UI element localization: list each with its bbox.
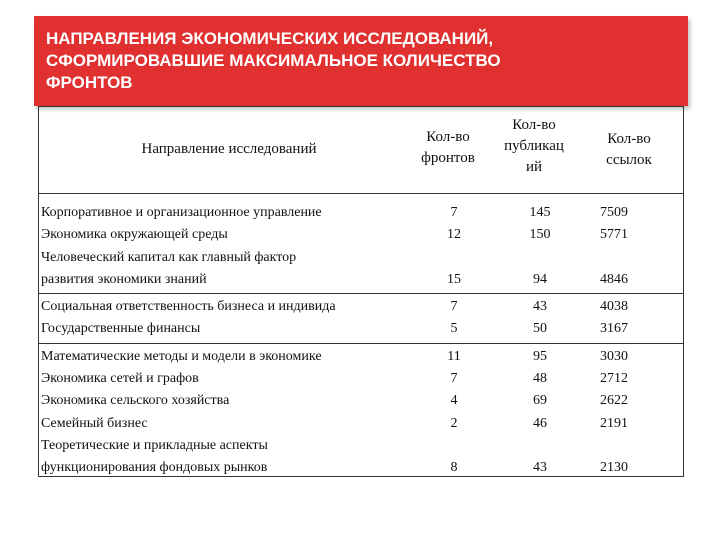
table-cell-fronts: 11 <box>447 349 461 364</box>
header-divider <box>39 193 683 194</box>
table-cell-publications: 145 <box>529 205 551 220</box>
table-row-name: Семейный бизнес <box>41 416 148 431</box>
table-row-name: Теоретические и прикладные аспекты <box>41 438 268 453</box>
page-title <box>46 28 666 94</box>
header-fronts <box>403 127 493 169</box>
header-citations <box>589 129 669 171</box>
table-cell-citations: 4846 <box>600 272 628 287</box>
table-cell-publications: 150 <box>529 227 551 242</box>
table-cell-citations: 2622 <box>600 393 628 408</box>
table-cell-fronts: 4 <box>450 393 458 408</box>
table-row-name: Экономика сельского хозяйства <box>41 393 230 408</box>
table-row-name: Человеческий капитал как главный фактор <box>41 250 297 265</box>
table-cell-citations: 2191 <box>600 416 628 431</box>
table-cell-publications: 43 <box>533 460 547 475</box>
table-cell-fronts: 5 <box>450 321 458 336</box>
header-fronts-line-2: фронтов <box>421 150 475 166</box>
table-cell-publications: 69 <box>533 393 547 408</box>
table-row-name: Корпоративное и организационное управление <box>41 205 322 220</box>
table-cell-fronts: 2 <box>450 416 458 431</box>
header-direction <box>99 139 359 160</box>
header-publications <box>485 115 583 178</box>
table-cell-fronts: 7 <box>450 299 458 314</box>
table-row-name: Математические методы и модели в экономике <box>41 349 322 364</box>
table-cell-citations: 5771 <box>600 227 628 242</box>
group-divider <box>39 343 683 344</box>
table-cell-publications: 50 <box>533 321 547 336</box>
table-cell-citations: 4038 <box>600 299 628 314</box>
table-cell-citations: 7509 <box>600 205 628 220</box>
header-fronts-line-1: Кол-во <box>426 129 470 145</box>
table-row-name: развития экономики знаний <box>41 272 207 287</box>
title-line-1: НАПРАВЛЕНИЯ ЭКОНОМИЧЕСКИХ ИССЛЕДОВАНИЙ, <box>46 29 494 48</box>
table-row-name: функционирования фондовых рынков <box>41 460 268 475</box>
header-publications-line-1: Кол-во <box>512 117 556 133</box>
title-line-2: СФОРМИРОВАВШИЕ МАКСИМАЛЬНОЕ КОЛИЧЕСТВО <box>46 51 501 70</box>
header-citations-line-2: ссылок <box>606 152 652 168</box>
table-cell-publications: 43 <box>533 299 547 314</box>
table-row-name: Социальная ответственность бизнеса и индивида <box>41 299 336 314</box>
table-cell-publications: 94 <box>533 272 547 287</box>
table-cell-citations: 3167 <box>600 321 628 336</box>
table-cell-publications: 46 <box>533 416 547 431</box>
table-cell-citations: 3030 <box>600 349 628 364</box>
table-cell-publications: 95 <box>533 349 547 364</box>
table-row-name: Экономика сетей и графов <box>41 371 199 386</box>
table-row-name: Государственные финансы <box>41 321 201 336</box>
header-direction-label: Направление исследований <box>141 141 317 157</box>
table-cell-citations: 2130 <box>600 460 628 475</box>
title-line-3: ФРОНТОВ <box>46 73 133 92</box>
table-cell-publications: 48 <box>533 371 547 386</box>
research-table <box>38 106 684 477</box>
table-cell-fronts: 8 <box>450 460 458 475</box>
table-cell-fronts: 12 <box>447 227 461 242</box>
table-row-name: Экономика окружающей среды <box>41 227 228 242</box>
header-publications-line-2: публикац <box>504 138 564 154</box>
table-cell-citations: 2712 <box>600 371 628 386</box>
table-cell-fronts: 15 <box>447 272 461 287</box>
table-cell-fronts: 7 <box>450 205 458 220</box>
header-citations-line-1: Кол-во <box>607 131 651 147</box>
group-divider <box>39 293 683 294</box>
table-cell-fronts: 7 <box>450 371 458 386</box>
title-banner <box>34 16 688 106</box>
header-publications-line-3: ий <box>525 159 543 175</box>
